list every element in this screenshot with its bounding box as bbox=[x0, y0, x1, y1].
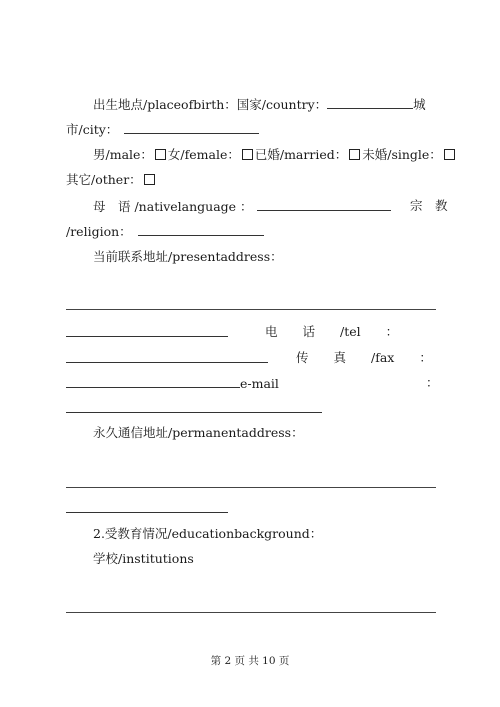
tel-label: 电 话 /tel ： bbox=[265, 324, 399, 339]
city-row bbox=[66, 121, 259, 138]
language-label: 母 语 /nativelanguage ： bbox=[93, 199, 253, 214]
institutions-row bbox=[93, 551, 194, 567]
birthplace-row bbox=[93, 96, 426, 113]
institutions-label: 学校/institutions bbox=[93, 551, 194, 566]
gender-row bbox=[93, 147, 457, 163]
fax-field[interactable] bbox=[66, 375, 240, 388]
single-label: 未婚/single： bbox=[362, 147, 442, 162]
religion-prefix-wrap bbox=[410, 198, 448, 214]
other-checkbox-top[interactable] bbox=[444, 149, 455, 160]
gender-female-label: 女/female： bbox=[167, 147, 240, 162]
other-checkbox[interactable] bbox=[144, 174, 155, 185]
female-checkbox[interactable] bbox=[155, 149, 166, 160]
language-row bbox=[93, 198, 391, 215]
religion-label: /religion： bbox=[66, 224, 132, 239]
other-row bbox=[66, 172, 157, 188]
city-prefix: 城 bbox=[413, 97, 426, 112]
religion-prefix: 宗 教 bbox=[410, 198, 448, 213]
religion-field[interactable] bbox=[138, 223, 264, 236]
permanent-address-label: 永久通信地址/permanentaddress： bbox=[93, 425, 304, 440]
present-address-continue[interactable] bbox=[66, 324, 228, 337]
tel-field[interactable] bbox=[66, 350, 268, 363]
religion-row bbox=[66, 223, 264, 240]
present-address-label: 当前联系地址/presentaddress： bbox=[93, 249, 283, 264]
other-label: 其它/other： bbox=[66, 172, 142, 187]
country-field[interactable] bbox=[327, 96, 413, 109]
language-field[interactable] bbox=[257, 198, 391, 211]
married-label: 已婚/married： bbox=[254, 147, 348, 162]
institutions-line[interactable] bbox=[66, 612, 436, 613]
education-heading-row bbox=[93, 526, 322, 542]
email-label: e-mail bbox=[240, 376, 279, 391]
fax-row bbox=[296, 350, 432, 366]
present-address-line[interactable] bbox=[66, 309, 436, 310]
city-field[interactable] bbox=[124, 121, 259, 134]
email-row bbox=[66, 375, 279, 392]
permanent-address-line[interactable] bbox=[66, 487, 436, 488]
married-checkbox[interactable] bbox=[242, 149, 253, 160]
gender-male-label: 男/male： bbox=[93, 147, 153, 162]
tel-row bbox=[265, 324, 398, 340]
fax-label: 传 真 /fax ： bbox=[296, 350, 432, 365]
birthplace-label: 出生地点/placeofbirth：国家/country： bbox=[93, 97, 328, 112]
email-colon: ： bbox=[426, 375, 439, 390]
permanent-address-continue[interactable] bbox=[66, 500, 228, 513]
email-field[interactable] bbox=[66, 400, 322, 413]
single-checkbox[interactable] bbox=[349, 149, 360, 160]
education-heading: 2.受教育情况/educationbackground： bbox=[93, 526, 323, 541]
city-label: 市/city： bbox=[66, 122, 119, 137]
page-footer: 第 2 页 共 10 页 bbox=[210, 655, 290, 667]
email-colon-wrap bbox=[426, 375, 439, 391]
permanent-address-row bbox=[93, 425, 304, 441]
present-address-row bbox=[93, 249, 283, 265]
